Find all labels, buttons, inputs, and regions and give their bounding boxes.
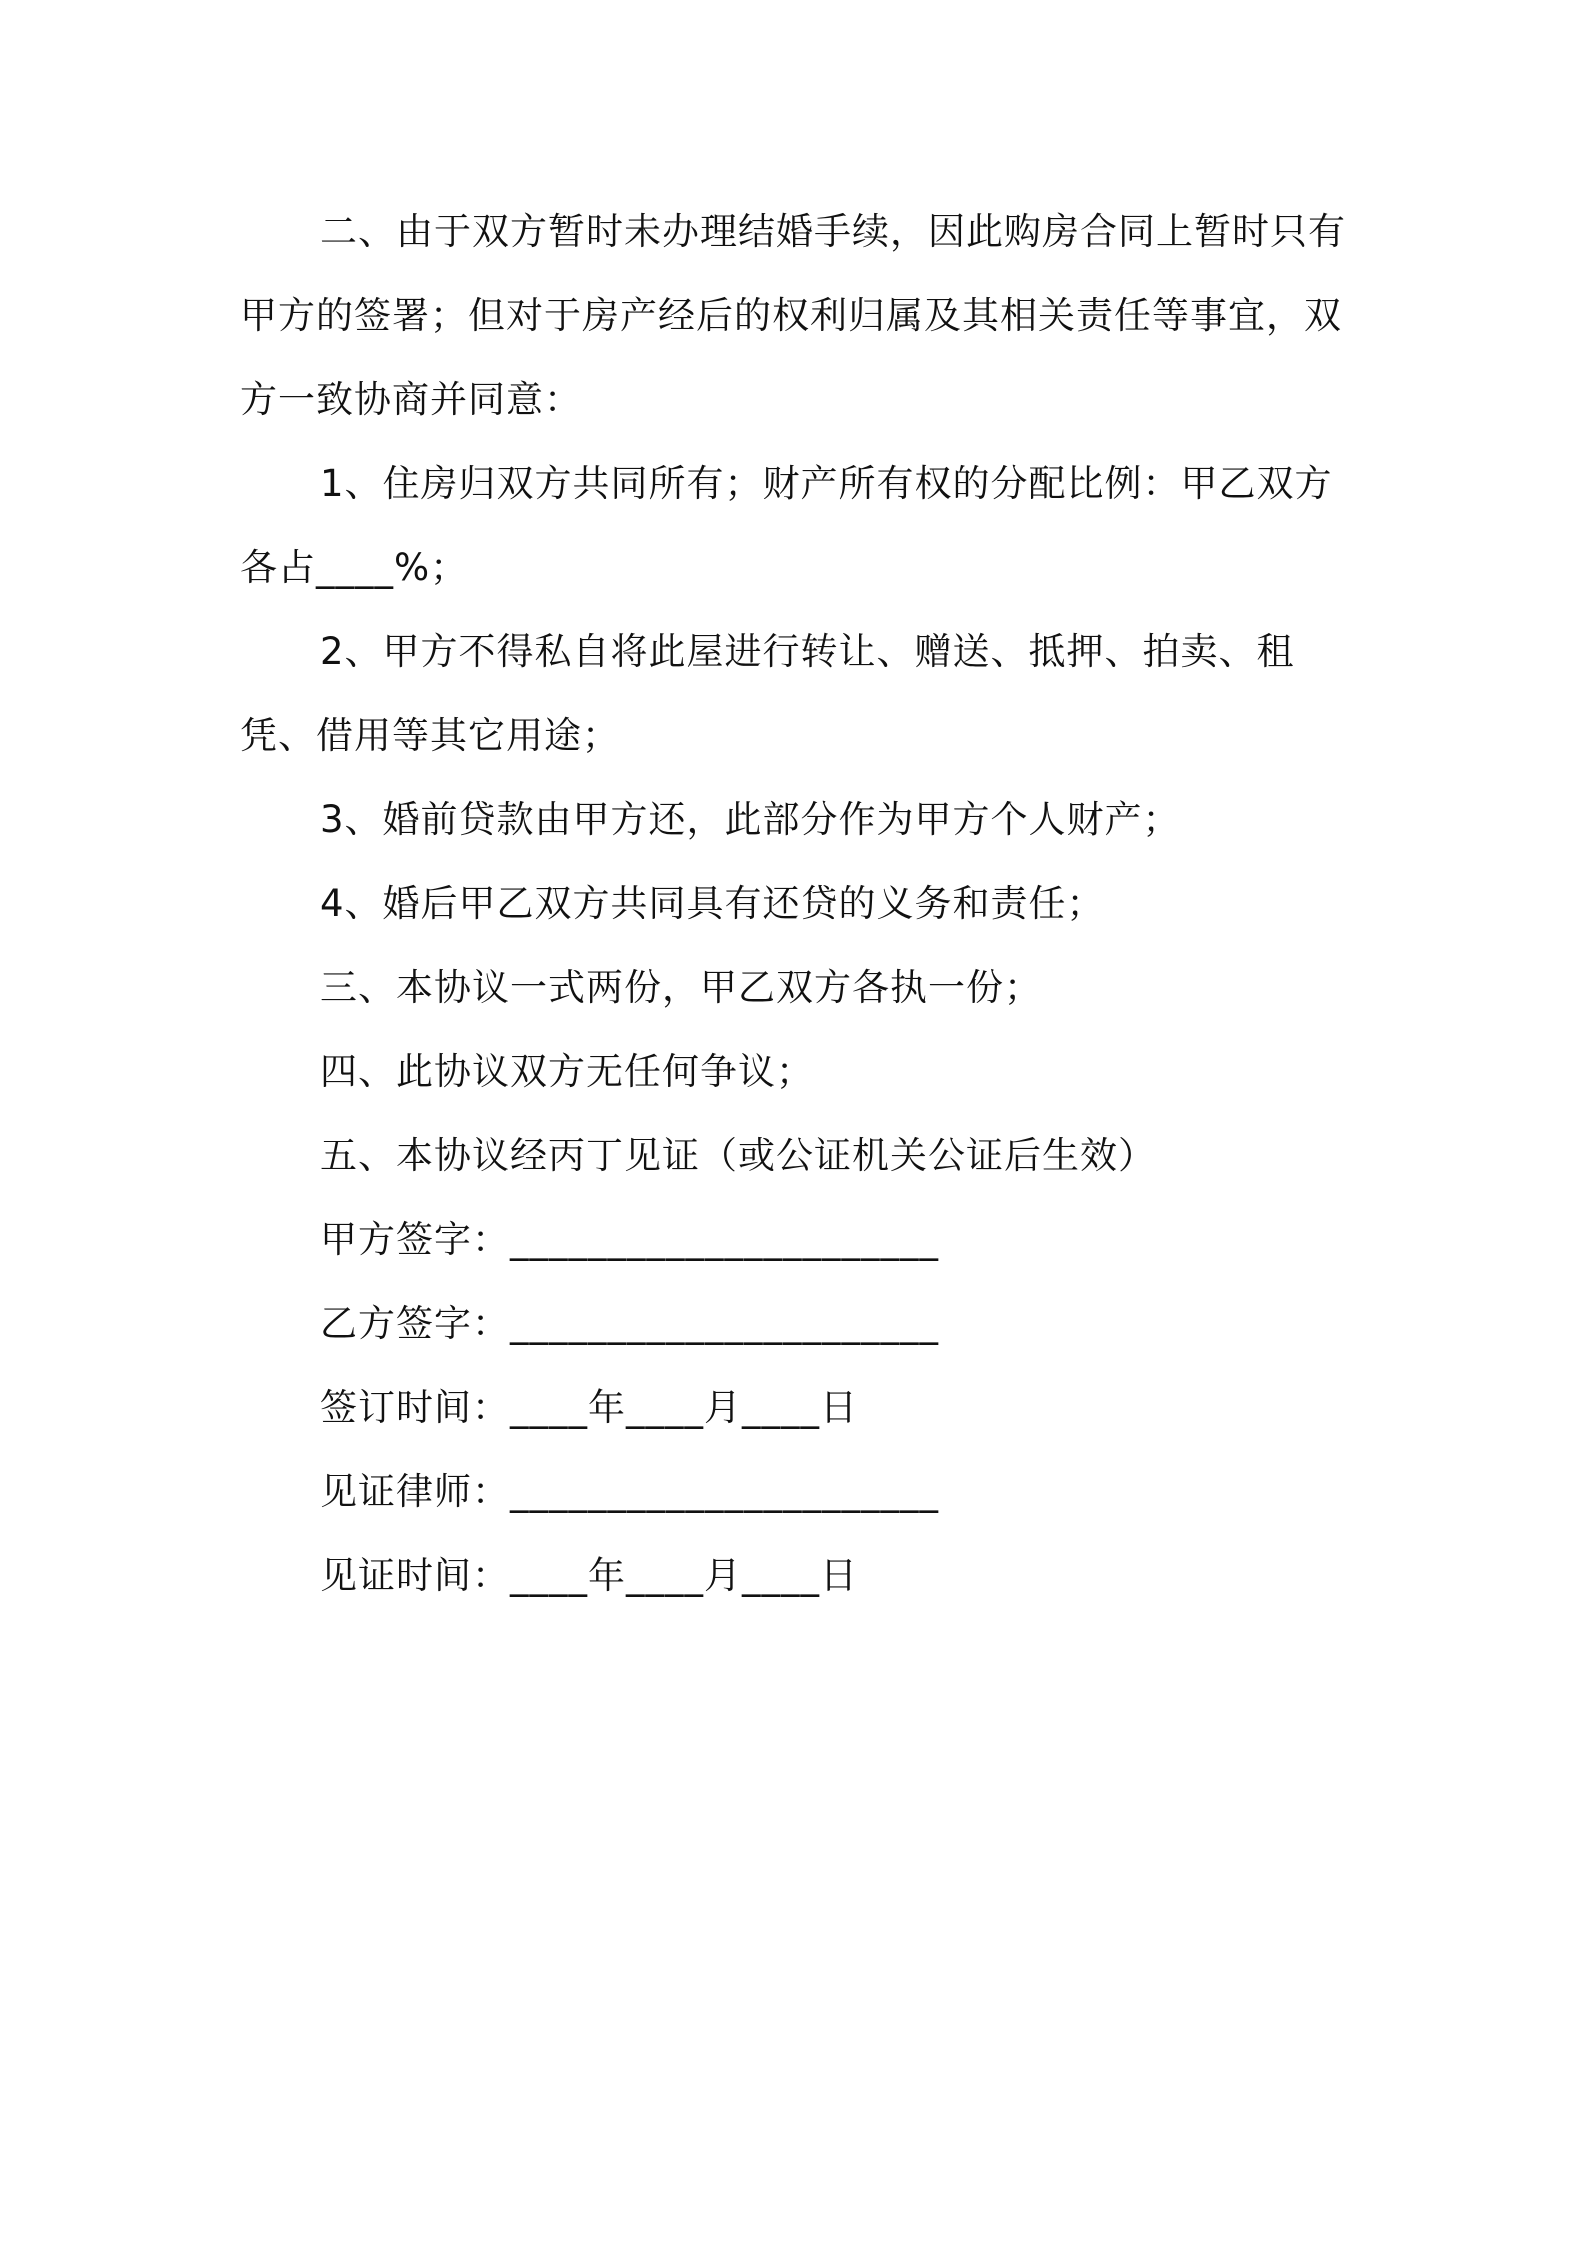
document-body <box>240 190 1350 1618</box>
clause-5-line: 五、本协议经丙丁见证（或公证机关公证后生效） <box>320 1134 1156 1177</box>
signing-date-line: 签订时间：____年____月____日 <box>320 1386 858 1429</box>
item-3-line: 3、婚前贷款由甲方还，此部分作为甲方个人财产； <box>320 798 1181 841</box>
party-a-signature-line: 甲方签字：______________________ <box>320 1218 939 1261</box>
witness-lawyer-line: 见证律师：______________________ <box>320 1470 939 1513</box>
item-4-line: 4、婚后甲乙双方共同具有还贷的义务和责任； <box>320 882 1105 925</box>
item-1-paragraph: 1、住房归双方共同所有；财产所有权的分配比例：甲乙双方各占____%； <box>240 462 1333 589</box>
item-2-paragraph: 2、甲方不得私自将此屋进行转让、赠送、抵押、拍卖、租凭、借用等其它用途； <box>240 630 1295 757</box>
witness-date-line: 见证时间：____年____月____日 <box>320 1554 858 1597</box>
clause-2-paragraph: 二、由于双方暂时未办理结婚手续，因此购房合同上暂时只有甲方的签署；但对于房产经后的权利归属及其相关责任等事宜，双方一致协商并同意： <box>240 210 1346 421</box>
party-b-signature-line: 乙方签字：______________________ <box>320 1302 939 1345</box>
clause-3-line: 三、本协议一式两份，甲乙双方各执一份； <box>320 966 1042 1009</box>
clause-4-line: 四、此协议双方无任何争议； <box>320 1050 814 1093</box>
